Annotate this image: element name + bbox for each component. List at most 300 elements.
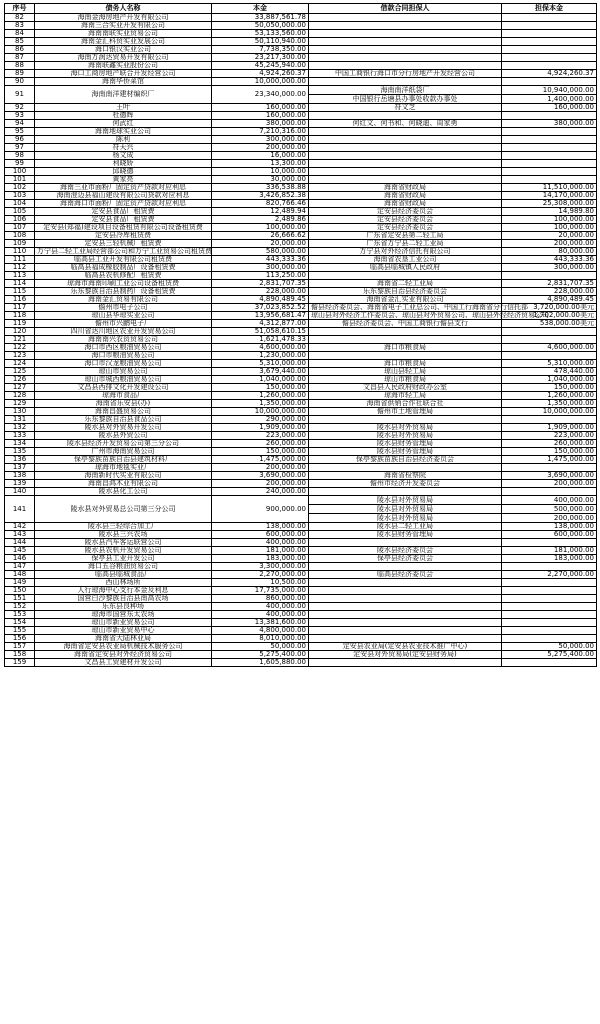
cell-guaranteed-principal-line: 500,000.00: [502, 504, 596, 513]
cell-index: 110: [5, 248, 35, 256]
cell-guarantor: 琼山县轻工局: [309, 368, 502, 376]
column-header-debtor: 债务人名称: [35, 4, 212, 14]
cell-index: 93: [5, 112, 35, 120]
cell-guarantor: 万宁县对外经济信托有限公司: [309, 248, 502, 256]
cell-guaranteed-principal: [502, 659, 597, 667]
cell-debtor: 琼山市城西粮油贸易公司: [35, 376, 212, 384]
cell-principal: 260,000.00: [212, 440, 309, 448]
cell-guarantor: 文昌县人民政府财政办公室: [309, 384, 502, 392]
cell-principal: 400,000.00: [212, 611, 309, 619]
cell-principal: 50,050,000.00: [212, 22, 309, 30]
cell-index: 102: [5, 184, 35, 192]
table-row: [5, 496, 597, 523]
cell-index: 158: [5, 651, 35, 659]
cell-index: 94: [5, 120, 35, 128]
cell-principal: 150,000.00: [212, 384, 309, 392]
cell-guarantor: [309, 22, 502, 30]
cell-index: 100: [5, 168, 35, 176]
cell-debtor: 海南澄迈县福山建设有限公司贷款对应利息: [35, 192, 212, 200]
cell-guarantor: [309, 160, 502, 168]
cell-principal: 10,000.00: [212, 168, 309, 176]
cell-debtor: 海南省定安县农业局机械技术服务公司: [35, 643, 212, 651]
cell-debtor: 海南万润达贸易开发有限公司: [35, 54, 212, 62]
cell-debtor: 保亭黎族苗族自治县建筑材料厂: [35, 456, 212, 464]
cell-index: 126: [5, 376, 35, 384]
cell-principal: 50,110,940.00: [212, 38, 309, 46]
cell-index: 96: [5, 136, 35, 144]
cell-guarantor: 儋县经济委员会、海南省电子工业总公司、中国工行海南省分行信托部: [309, 304, 502, 312]
cell-guaranteed-principal: 80,000.00: [502, 248, 597, 256]
cell-index: 129: [5, 400, 35, 408]
cell-guarantor: 海南省农垦工业公司: [309, 256, 502, 264]
cell-debtor: 定安县食品厂租赁费: [35, 216, 212, 224]
cell-debtor: 海口工商房地产联合开发经营公司: [35, 70, 212, 78]
cell-debtor: 儋州市电子公司: [35, 304, 212, 312]
cell-principal: 1,475,000.00: [212, 456, 309, 464]
cell-principal: 13,381,600.00: [212, 619, 309, 627]
cell-guaranteed-principal: 2,270,000.00: [502, 571, 597, 579]
cell-principal: 138,000.00: [212, 523, 309, 531]
cell-principal: 100,000.00: [212, 224, 309, 232]
cell-guarantor: [309, 144, 502, 152]
debt-ledger-table: [4, 3, 597, 667]
cell-principal: 3,300,000.00: [212, 563, 309, 571]
cell-index: 87: [5, 54, 35, 62]
cell-guarantor: [309, 496, 502, 523]
cell-guarantor-line: 陵水县对外贸易局: [309, 504, 501, 513]
cell-index: 130: [5, 408, 35, 416]
cell-index: 141: [5, 496, 35, 523]
cell-index: 105: [5, 208, 35, 216]
cell-index: 150: [5, 587, 35, 595]
cell-debtor: 海南联鑫实业股份公司: [35, 62, 212, 70]
cell-guaranteed-principal: [502, 128, 597, 136]
cell-index: 125: [5, 368, 35, 376]
cell-index: 114: [5, 280, 35, 288]
cell-guaranteed-principal: 600,000.00: [502, 531, 597, 539]
cell-debtor: 琼海市海南印刷工业公司设备租赁费: [35, 280, 212, 288]
cell-principal: 53,133,560.00: [212, 30, 309, 38]
cell-principal: 400,000.00: [212, 539, 309, 547]
cell-principal: 3,690,000.00: [212, 472, 309, 480]
cell-debtor: 海南新时代实业有限公司: [35, 472, 212, 480]
cell-debtor: 海南华侨菜馆: [35, 78, 212, 86]
cell-guarantor: [309, 86, 502, 104]
cell-principal: 7,210,316.00: [212, 128, 309, 136]
cell-guarantor: [309, 659, 502, 667]
cell-debtor: 海南昌盛贸易公司: [35, 408, 212, 416]
cell-principal: 51,058,610.15: [212, 328, 309, 336]
cell-guarantor-line: 陵水县对外贸易局: [309, 513, 501, 522]
cell-guarantor: [309, 54, 502, 62]
cell-guaranteed-principal: 1,702,000.00美元: [502, 312, 597, 320]
cell-index: 151: [5, 595, 35, 603]
cell-guaranteed-principal: 100,000.00: [502, 216, 597, 224]
cell-debtor: 陈利: [35, 136, 212, 144]
cell-debtor: 杜德辉: [35, 112, 212, 120]
cell-debtor: 邱晓德: [35, 168, 212, 176]
cell-debtor: 陵水县化工公司: [35, 488, 212, 496]
cell-debtor: 海南三合实业开发有限公司: [35, 22, 212, 30]
cell-guaranteed-principal: [502, 611, 597, 619]
cell-debtor: 符天兴: [35, 144, 212, 152]
cell-principal: 4,312,877.00: [212, 320, 309, 328]
cell-principal: 13,956,681.47: [212, 312, 309, 320]
cell-guaranteed-principal: 50,000.00: [502, 643, 597, 651]
cell-debtor: 海南省乐安县(办): [35, 400, 212, 408]
cell-index: 123: [5, 352, 35, 360]
cell-guaranteed-principal: [502, 136, 597, 144]
cell-guaranteed-principal: 1,475,000.00: [502, 456, 597, 464]
cell-guaranteed-principal: [502, 14, 597, 22]
cell-principal: 2,831,707.35: [212, 280, 309, 288]
cell-guarantor: [309, 603, 502, 611]
cell-index: 106: [5, 216, 35, 224]
cell-debtor: 琼山市新业贸易中心: [35, 627, 212, 635]
cell-guaranteed-principal: [502, 579, 597, 587]
cell-principal: 3,426,852.38: [212, 192, 309, 200]
cell-debtor: 海南南联实业贸易公司: [35, 30, 212, 38]
table-row: [5, 488, 597, 496]
cell-guaranteed-principal: 538,000.00美元: [502, 320, 597, 328]
cell-principal: 1,230,000.00: [212, 352, 309, 360]
cell-guaranteed-principal: 5,275,400.00: [502, 651, 597, 659]
cell-guaranteed-principal: 223,000.00: [502, 432, 597, 440]
cell-guaranteed-principal-line: 400,000.00: [553, 496, 594, 504]
cell-principal: 10,000,000.00: [212, 408, 309, 416]
cell-principal: 30,000.00: [212, 176, 309, 184]
cell-guarantor: 保亭县经济委员会: [309, 555, 502, 563]
cell-guaranteed-principal: 150,000.00: [502, 384, 597, 392]
cell-principal: 10,000,000.00: [212, 78, 309, 86]
cell-guaranteed-principal: 380,000.00: [502, 120, 597, 128]
cell-guaranteed-principal: [502, 627, 597, 635]
cell-index: 134: [5, 440, 35, 448]
cell-index: 138: [5, 472, 35, 480]
cell-guarantor: 陵水县对外贸易局: [309, 432, 502, 440]
cell-index: 109: [5, 240, 35, 248]
cell-guaranteed-principal: [502, 595, 597, 603]
cell-index: 89: [5, 70, 35, 78]
cell-index: 117: [5, 304, 35, 312]
cell-debtor: 乐东县良种场: [35, 603, 212, 611]
cell-guarantor: [309, 38, 502, 46]
cell-index: 111: [5, 256, 35, 264]
cell-debtor: 海南金汇科贸实业发展公司: [35, 38, 212, 46]
cell-guaranteed-principal: 181,000.00: [502, 547, 597, 555]
table-row: [5, 659, 597, 667]
cell-principal: 160,000.00: [212, 104, 309, 112]
cell-guaranteed-principal: 20,000.00: [502, 232, 597, 240]
cell-principal: 223,000.00: [212, 432, 309, 440]
cell-index: 144: [5, 539, 35, 547]
cell-index: 91: [5, 86, 35, 104]
cell-guaranteed-principal: [502, 160, 597, 168]
cell-debtor: 海南金汇贸易有限公司: [35, 296, 212, 304]
cell-index: 97: [5, 144, 35, 152]
cell-guarantor: [309, 136, 502, 144]
cell-guarantor: [309, 128, 502, 136]
cell-debtor: 定安县冷库租赁费: [35, 232, 212, 240]
cell-index: 107: [5, 224, 35, 232]
table-header-row: [5, 4, 597, 14]
cell-guarantor: 海南省二轻工业局: [309, 280, 502, 288]
cell-principal: 17,735,000.00: [212, 587, 309, 595]
cell-guarantor: 临高县临城镇人民政府: [309, 264, 502, 272]
cell-debtor: 海口市西区粮油贸易公司: [35, 344, 212, 352]
cell-guarantor: [309, 611, 502, 619]
cell-guarantor: 陵水县经济委员会: [309, 547, 502, 555]
cell-principal: 860,000.00: [212, 595, 309, 603]
cell-principal: 20,000.00: [212, 240, 309, 248]
cell-guarantor: 广东省定安县第二轻工局: [309, 232, 502, 240]
cell-principal: 2,489.86: [212, 216, 309, 224]
cell-guarantor: [309, 488, 502, 496]
cell-guarantor-line: 陵水县对外贸易局: [377, 496, 433, 504]
cell-guarantor: 海口市粮食局: [309, 344, 502, 352]
cell-debtor: 临高县福成橡胶制品厂设备租赁费: [35, 264, 212, 272]
cell-debtor: 陵水县外贸公司: [35, 432, 212, 440]
cell-index: 88: [5, 62, 35, 70]
cell-guaranteed-principal: 138,000.00: [502, 523, 597, 531]
cell-guarantor: [309, 78, 502, 86]
cell-index: 113: [5, 272, 35, 280]
cell-debtor: 人行琼海中心支行本金及利息: [35, 587, 212, 595]
cell-guaranteed-principal: 4,924,260.37: [502, 70, 597, 78]
cell-index: 152: [5, 603, 35, 611]
cell-principal: 5,310,000.00: [212, 360, 309, 368]
cell-guaranteed-principal-line: 1,400,000.00: [502, 94, 596, 103]
cell-principal: 45,245,940.00: [212, 62, 309, 70]
cell-guaranteed-principal: [502, 86, 597, 104]
cell-debtor: 琼山市贸易公司: [35, 368, 212, 376]
cell-guarantor: 海南省检察院: [309, 472, 502, 480]
cell-guaranteed-principal: 200,000.00: [502, 480, 597, 488]
cell-index: 149: [5, 579, 35, 587]
cell-index: 156: [5, 635, 35, 643]
cell-guaranteed-principal: 5,310,000.00: [502, 360, 597, 368]
cell-guaranteed-principal: [502, 603, 597, 611]
cell-index: 82: [5, 14, 35, 22]
cell-index: 86: [5, 46, 35, 54]
cell-principal: 4,800,000.00: [212, 627, 309, 635]
cell-index: 132: [5, 424, 35, 432]
cell-principal: 13,300.00: [212, 160, 309, 168]
cell-guarantor: 儋州市土地管理局: [309, 408, 502, 416]
cell-guaranteed-principal: 2,831,707.35: [502, 280, 597, 288]
cell-principal: 150,000.00: [212, 448, 309, 456]
cell-debtor: 文昌县工贸建材开发公司: [35, 659, 212, 667]
cell-index: 116: [5, 296, 35, 304]
cell-guaranteed-principal: 3,690,000.00: [502, 472, 597, 480]
cell-principal: 400,000.00: [212, 603, 309, 611]
cell-principal: 290,000.00: [212, 416, 309, 424]
cell-debtor: 海口市汉龙粮油贸易公司: [35, 360, 212, 368]
cell-index: 153: [5, 611, 35, 619]
cell-principal: 8,010,000.00: [212, 635, 309, 643]
cell-guarantor: 定安县经济委员会: [309, 208, 502, 216]
cell-guarantor: [309, 30, 502, 38]
cell-guarantor: 海南省财政局: [309, 200, 502, 208]
cell-debtor: 海南省大陆林业局: [35, 635, 212, 643]
cell-principal: 1,621,478.33: [212, 336, 309, 344]
cell-index: 128: [5, 392, 35, 400]
cell-index: 103: [5, 192, 35, 200]
cell-guaranteed-principal: [502, 22, 597, 30]
cell-guarantor: 儋县经济委员会、中国工商银行儋县支行: [309, 320, 502, 328]
cell-debtor: 海口五谷粮油贸易公司: [35, 563, 212, 571]
cell-guaranteed-principal: [502, 168, 597, 176]
cell-debtor: 乐东黎族自治县制药厂设备租赁费: [35, 288, 212, 296]
cell-index: 139: [5, 480, 35, 488]
cell-guarantor: [309, 14, 502, 22]
cell-debtor: 海口银汉实业公司: [35, 46, 212, 54]
cell-index: 140: [5, 488, 35, 496]
cell-principal: 900,000.00: [212, 496, 309, 523]
cell-debtor: 海南南兴农资贸易公司: [35, 336, 212, 344]
cell-debtor: 陵水县三轻综合加工厂: [35, 523, 212, 531]
column-header-guaranteed-principal: 担保本金: [502, 4, 597, 14]
cell-guarantor: [309, 627, 502, 635]
cell-debtor: 王叶: [35, 104, 212, 112]
cell-guarantor: 海南省金汇实业有限公司: [309, 296, 502, 304]
table-row: [5, 78, 597, 86]
cell-debtor: 四川省达川地区农业开发贸易公司: [35, 328, 212, 336]
cell-principal: 228,000.00: [212, 288, 309, 296]
cell-debtor: 陵水县汽车客运联营公司: [35, 539, 212, 547]
cell-guaranteed-principal: 14,170,000.00: [502, 192, 597, 200]
cell-principal: 240,000.00: [212, 488, 309, 496]
cell-guaranteed-principal-line: 200,000.00: [502, 513, 596, 522]
cell-principal: 336,538.88: [212, 184, 309, 192]
cell-debtor: 海南金海房地产开发有限公司: [35, 14, 212, 22]
cell-guaranteed-principal: 4,890,489.45: [502, 296, 597, 304]
cell-guaranteed-principal: [502, 587, 597, 595]
cell-principal: 12,489.94: [212, 208, 309, 216]
cell-guarantor: 保亭黎族苗族自治县经济委员会: [309, 456, 502, 464]
cell-index: 157: [5, 643, 35, 651]
cell-guaranteed-principal: 200,000.00: [502, 240, 597, 248]
cell-principal: 300,000.00: [212, 136, 309, 144]
column-header-principal: 本金: [212, 4, 309, 14]
cell-principal: 23,217,300.00: [212, 54, 309, 62]
cell-debtor: 琼海市食品厂: [35, 392, 212, 400]
cell-guarantor: [309, 595, 502, 603]
cell-guaranteed-principal: 228,000.00: [502, 288, 597, 296]
cell-index: 137: [5, 464, 35, 472]
cell-principal: 443,333.36: [212, 256, 309, 264]
cell-index: 119: [5, 320, 35, 328]
cell-guaranteed-principal: [502, 46, 597, 54]
cell-index: 99: [5, 160, 35, 168]
cell-index: 90: [5, 78, 35, 86]
cell-debtor: 海南海口市面粉厂固定资产贷款对应利息: [35, 200, 212, 208]
cell-debtor: 临高县农机修配厂租赁费: [35, 272, 212, 280]
cell-guaranteed-principal: 1,040,000.00: [502, 376, 597, 384]
cell-guarantor: 海南省供销合作社联合社: [309, 400, 502, 408]
cell-index: 85: [5, 38, 35, 46]
cell-debtor: 陵水县对外贸易开发公司: [35, 424, 212, 432]
cell-guarantor: 陵水县对外贸易局: [309, 424, 502, 432]
cell-guaranteed-principal: [502, 78, 597, 86]
cell-debtor: 定安县三轻机械厂租赁费: [35, 240, 212, 248]
cell-guarantor-line: 海南南洋纸袋厂: [380, 86, 430, 94]
cell-debtor: 杨文成: [35, 152, 212, 160]
cell-principal: 183,000.00: [212, 555, 309, 563]
cell-guaranteed-principal: 3,720,000.00美元: [502, 304, 597, 312]
cell-principal: 4,924,260.37: [212, 70, 309, 78]
column-header-index: 序号: [5, 4, 35, 14]
table-row: [5, 86, 597, 104]
cell-guaranteed-principal: 183,000.00: [502, 555, 597, 563]
cell-principal: 1,909,000.00: [212, 424, 309, 432]
cell-debtor: 黄家亮: [35, 176, 212, 184]
cell-principal: 2,270,000.00: [212, 571, 309, 579]
cell-debtor: 陵水县三兴农场: [35, 531, 212, 539]
cell-index: 112: [5, 264, 35, 272]
cell-index: 147: [5, 563, 35, 571]
cell-index: 136: [5, 456, 35, 464]
cell-principal: 10,500.00: [212, 579, 309, 587]
cell-guaranteed-principal: 4,600,000.00: [502, 344, 597, 352]
cell-principal: 200,000.00: [212, 480, 309, 488]
cell-guaranteed-principal: 25,308,000.00: [502, 200, 597, 208]
cell-guaranteed-principal: [502, 54, 597, 62]
cell-guarantor: 符文芝: [309, 104, 502, 112]
cell-guarantor: [309, 152, 502, 160]
cell-guarantor: 琼海市轻工局: [309, 392, 502, 400]
cell-principal: 23,340,000.00: [212, 86, 309, 104]
cell-guaranteed-principal: 1,909,000.00: [502, 424, 597, 432]
cell-principal: 200,000.00: [212, 464, 309, 472]
cell-principal: 1,040,000.00: [212, 376, 309, 384]
cell-debtor: 乐东黎族自治县食品公司: [35, 416, 212, 424]
cell-guarantor: 临高县经济委员会: [309, 571, 502, 579]
cell-guarantor: [309, 46, 502, 54]
cell-guaranteed-principal: 300,000.00: [502, 264, 597, 272]
cell-index: 98: [5, 152, 35, 160]
cell-principal: 3,679,440.00: [212, 368, 309, 376]
cell-principal: 1,350,000.00: [212, 400, 309, 408]
cell-index: 159: [5, 659, 35, 667]
cell-debtor: 保亭县工业开发公司: [35, 555, 212, 563]
cell-principal: 113,250.00: [212, 272, 309, 280]
cell-guarantor: 定安县对外贸易局(定安县财务局): [309, 651, 502, 659]
cell-guarantor: 陵水县财务管理局: [309, 440, 502, 448]
cell-principal: 380,000.00: [212, 120, 309, 128]
cell-index: 155: [5, 627, 35, 635]
cell-index: 120: [5, 328, 35, 336]
cell-debtor: 海南省定安县对外经济贸易公司: [35, 651, 212, 659]
cell-index: 84: [5, 30, 35, 38]
cell-index: 127: [5, 384, 35, 392]
cell-debtor: 临高县工业开发有限公司租赁费: [35, 256, 212, 264]
cell-guaranteed-principal: 1,350,000.00: [502, 400, 597, 408]
cell-guarantor: [309, 168, 502, 176]
cell-guarantor: 定安县经济委员会: [309, 224, 502, 232]
cell-debtor: 海南三亚市面粉厂固定资产贷款对应利息: [35, 184, 212, 192]
cell-debtor: 陵水县对外贸易总公司第三分公司: [35, 496, 212, 523]
cell-guarantor: 陵水县财务管理局: [309, 531, 502, 539]
cell-guarantor: [309, 579, 502, 587]
cell-principal: 181,000.00: [212, 547, 309, 555]
cell-principal: 5,275,400.00: [212, 651, 309, 659]
cell-principal: 26,666.62: [212, 232, 309, 240]
cell-principal: 37,023,852.52: [212, 304, 309, 312]
table-body: [5, 14, 597, 667]
cell-guarantor: [309, 328, 502, 336]
cell-debtor: 陵水县经济开发贸易公司第三分公司: [35, 440, 212, 448]
